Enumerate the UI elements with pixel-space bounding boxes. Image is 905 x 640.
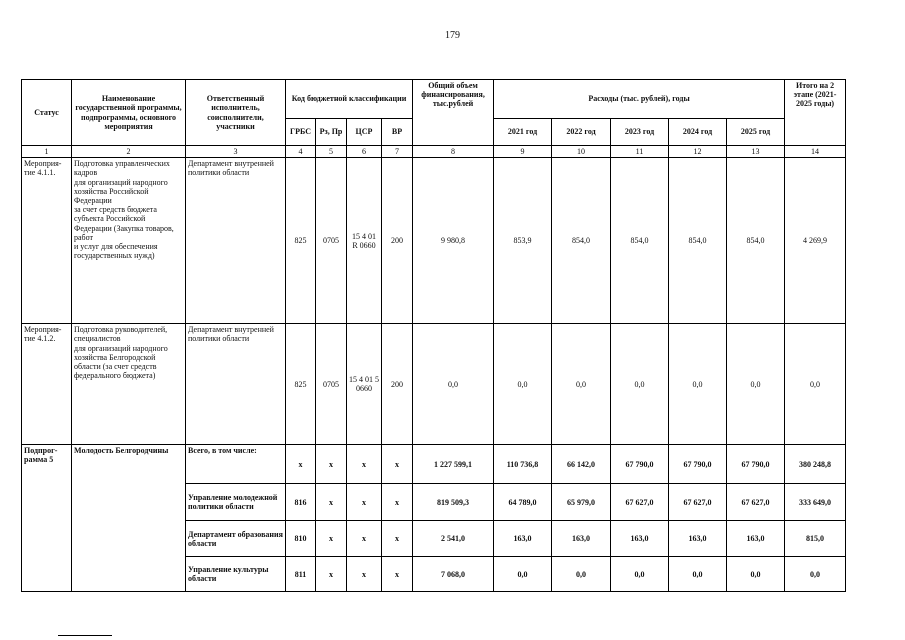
- row-responsible: Департамент внутренней политики области: [186, 324, 286, 445]
- cell-itogo: 0,0: [785, 557, 846, 592]
- cell-2025: 67 790,0: [727, 445, 785, 484]
- cell-rzpr: 0705: [316, 324, 347, 445]
- column-index-cell: 14: [785, 146, 846, 158]
- cell-2024: 0,0: [669, 324, 727, 445]
- cell-vr: x: [382, 557, 413, 592]
- column-index-cell: 4: [286, 146, 316, 158]
- cell-2025: 67 627,0: [727, 484, 785, 521]
- column-index-cell: 11: [611, 146, 669, 158]
- cell-2022: 0,0: [552, 557, 611, 592]
- cell-rzpr: x: [316, 521, 347, 557]
- row-status: Подпрог-рамма 5: [22, 445, 72, 592]
- header-2022: 2022 год: [552, 119, 611, 146]
- page-number: 179: [445, 30, 460, 41]
- cell-rzpr: x: [316, 484, 347, 521]
- table-row: [22, 324, 846, 445]
- cell-total: 7 068,0: [413, 557, 494, 592]
- column-index-cell: 1: [22, 146, 72, 158]
- column-index-cell: 2: [72, 146, 186, 158]
- cell-grbs: 825: [286, 324, 316, 445]
- cell-2023: 854,0: [611, 158, 669, 324]
- cell-csr: 15 4 01 R 0660: [347, 158, 382, 324]
- row-name: [72, 158, 186, 324]
- cell-2021: 0,0: [494, 324, 552, 445]
- header-2021: 2021 год: [494, 119, 552, 146]
- row-status: Мероприя-тие 4.1.2.: [22, 324, 72, 445]
- cell-2023: 0,0: [611, 557, 669, 592]
- cell-2025: 0,0: [727, 557, 785, 592]
- cell-total: 1 227 599,1: [413, 445, 494, 484]
- footnote-rule: [58, 635, 112, 636]
- row-name-line: Подготовка руководителей, специалистов: [74, 325, 168, 344]
- cell-2022: 163,0: [552, 521, 611, 557]
- cell-csr: x: [347, 521, 382, 557]
- cell-csr: x: [347, 445, 382, 484]
- row-name-line: и услуг для обеспечения государственных нужд): [74, 241, 158, 261]
- cell-itogo: 0,0: [785, 324, 846, 445]
- cell-vr: 200: [382, 324, 413, 445]
- cell-2021: 853,9: [494, 158, 552, 324]
- cell-2025: 163,0: [727, 521, 785, 557]
- row-name-line: для организаций народного хозяйства Белгородской области (за счет средств федерального бюджета): [74, 343, 168, 381]
- cell-csr: x: [347, 484, 382, 521]
- cell-2023: 67 627,0: [611, 484, 669, 521]
- cell-itogo: 815,0: [785, 521, 846, 557]
- cell-vr: x: [382, 521, 413, 557]
- cell-rzpr: x: [316, 445, 347, 484]
- column-index-cell: 13: [727, 146, 785, 158]
- cell-2022: 854,0: [552, 158, 611, 324]
- cell-2024: 67 790,0: [669, 445, 727, 484]
- cell-2025: 854,0: [727, 158, 785, 324]
- cell-csr: 15 4 01 5 0660: [347, 324, 382, 445]
- column-index-cell: 12: [669, 146, 727, 158]
- cell-itogo: 333 649,0: [785, 484, 846, 521]
- cell-2021: 64 789,0: [494, 484, 552, 521]
- column-index-cell: 6: [347, 146, 382, 158]
- column-index-cell: 7: [382, 146, 413, 158]
- row-name: [72, 324, 186, 445]
- header-vr: ВР: [382, 119, 413, 146]
- cell-2022: 66 142,0: [552, 445, 611, 484]
- cell-grbs: x: [286, 445, 316, 484]
- cell-2024: 67 627,0: [669, 484, 727, 521]
- column-index-cell: 5: [316, 146, 347, 158]
- cell-vr: 200: [382, 158, 413, 324]
- header-responsible: Ответственный исполнитель, соисполнители, участники: [186, 80, 286, 146]
- row-name-line: для организаций народного хозяйства Российской Федерации: [74, 177, 168, 205]
- cell-2021: 163,0: [494, 521, 552, 557]
- cell-2023: 67 790,0: [611, 445, 669, 484]
- header-itogo: Итого на 2 этапе (2021-2025 годы): [785, 80, 846, 146]
- row-responsible: Управление молодежной политики области: [186, 484, 286, 521]
- header-grbs: ГРБС: [286, 119, 316, 146]
- cell-2024: 0,0: [669, 557, 727, 592]
- column-index-row: [22, 146, 846, 158]
- cell-rzpr: x: [316, 557, 347, 592]
- column-index-cell: 3: [186, 146, 286, 158]
- cell-csr: x: [347, 557, 382, 592]
- row-name-line: Подготовка управленческих кадров: [74, 159, 170, 178]
- cell-2022: 0,0: [552, 324, 611, 445]
- header-budget-code: Код бюджетной классификации: [286, 80, 413, 119]
- cell-2024: 163,0: [669, 521, 727, 557]
- cell-rzpr: 0705: [316, 158, 347, 324]
- cell-2024: 854,0: [669, 158, 727, 324]
- cell-2021: 110 736,8: [494, 445, 552, 484]
- row-responsible: Управление культуры области: [186, 557, 286, 592]
- cell-2023: 163,0: [611, 521, 669, 557]
- cell-vr: x: [382, 484, 413, 521]
- cell-2023: 0,0: [611, 324, 669, 445]
- header-rzpr: Рз, Пр: [316, 119, 347, 146]
- cell-vr: x: [382, 445, 413, 484]
- cell-grbs: 811: [286, 557, 316, 592]
- header-name: Наименование государственной программы, подпрограммы, основного мероприятия: [72, 80, 186, 146]
- row-responsible: Департамент внутренней политики области: [186, 158, 286, 324]
- cell-grbs: 825: [286, 158, 316, 324]
- header-total-volume: Общий объем финансирования, тыс.рублей: [413, 80, 494, 146]
- cell-total: 819 509,3: [413, 484, 494, 521]
- row-responsible: Всего, в том числе:: [186, 445, 286, 484]
- table-row: [22, 445, 846, 484]
- cell-total: 9 980,8: [413, 158, 494, 324]
- cell-itogo: 4 269,9: [785, 158, 846, 324]
- header-2025: 2025 год: [727, 119, 785, 146]
- cell-total: 2 541,0: [413, 521, 494, 557]
- cell-grbs: 816: [286, 484, 316, 521]
- header-csr: ЦСР: [347, 119, 382, 146]
- cell-itogo: 380 248,8: [785, 445, 846, 484]
- column-index-cell: 8: [413, 146, 494, 158]
- row-name: Молодость Белгородчины: [72, 445, 186, 592]
- cell-total: 0,0: [413, 324, 494, 445]
- cell-2021: 0,0: [494, 557, 552, 592]
- row-status: Мероприя-тие 4.1.1.: [22, 158, 72, 324]
- row-responsible: Департамент образования области: [186, 521, 286, 557]
- cell-grbs: 810: [286, 521, 316, 557]
- column-index-cell: 10: [552, 146, 611, 158]
- budget-table: [21, 79, 846, 592]
- table-row: [22, 158, 846, 324]
- row-name-line: за счет средств бюджета субъекта Российской Федерации (Закупка товаров, работ: [74, 205, 174, 242]
- header-2024: 2024 год: [669, 119, 727, 146]
- header-status: Статус: [22, 80, 72, 146]
- header-expenses: Расходы (тыс. рублей), годы: [494, 80, 785, 119]
- header-2023: 2023 год: [611, 119, 669, 146]
- cell-2025: 0,0: [727, 324, 785, 445]
- cell-2022: 65 979,0: [552, 484, 611, 521]
- column-index-cell: 9: [494, 146, 552, 158]
